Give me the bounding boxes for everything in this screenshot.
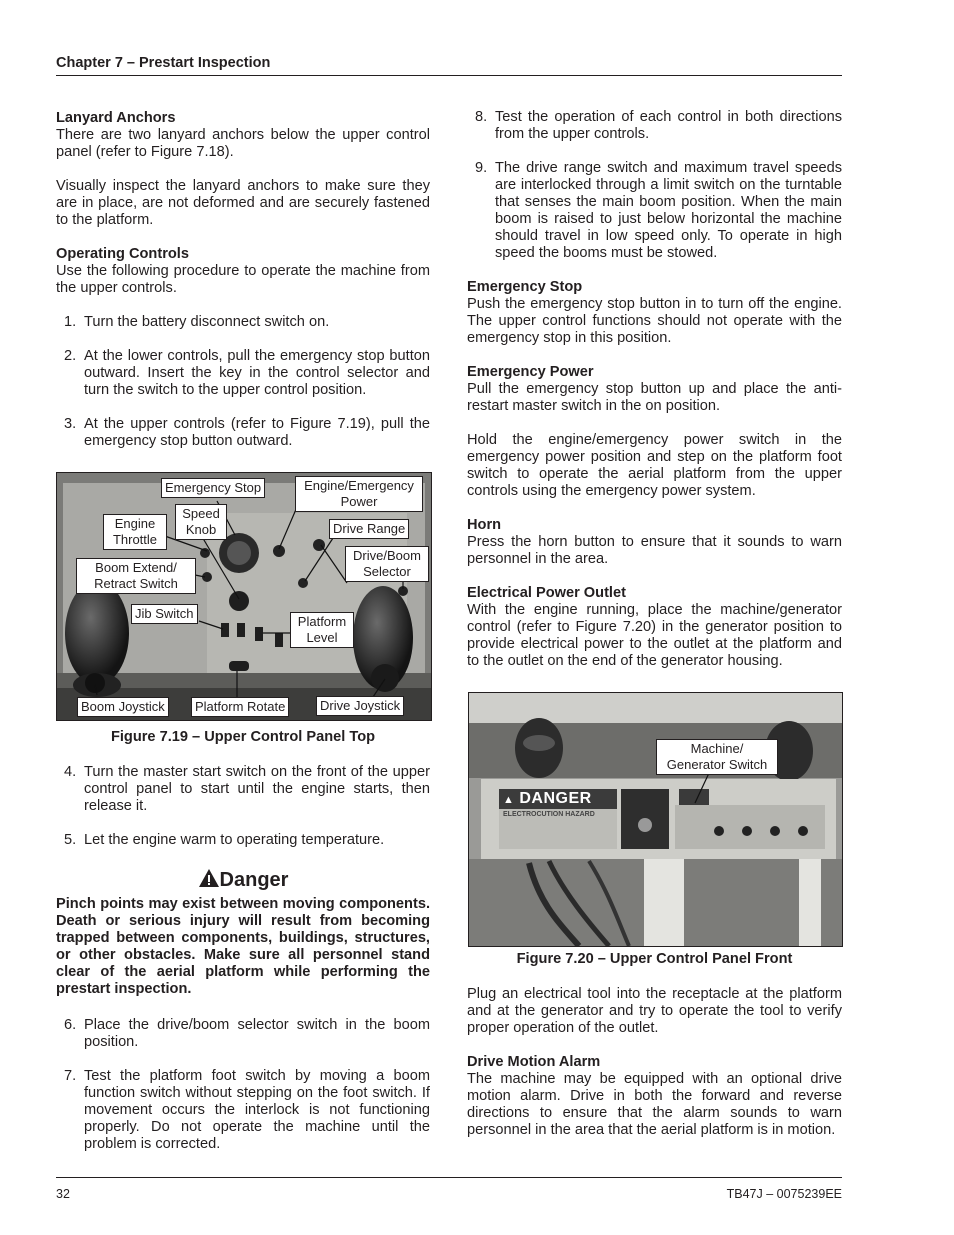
horn-heading: Horn bbox=[467, 517, 502, 533]
figure-7-20-photo bbox=[468, 692, 843, 947]
callout-jib-switch: Jib Switch bbox=[131, 604, 198, 624]
drive-motion-alarm-paragraph: The machine may be equipped with an optional drive motion alarm. Drive in both the forward and reverse directions to ensure that the alarm sounds to warn personnel in the area that the aerial platform is in motion. bbox=[467, 1071, 842, 1138]
chapter-header: Chapter 7 – Prestart Inspection bbox=[56, 55, 271, 71]
figure-7-19-caption: Figure 7.19 – Upper Control Panel Top bbox=[110, 729, 376, 745]
drive-motion-alarm-heading: Drive Motion Alarm bbox=[467, 1054, 601, 1070]
step-9: 9. The drive range switch and maximum travel speeds are interlocked through a limit switch on the turntable that senses the main boom position. When the main boom is raised to just below horizontal the machine should travel in low speed only. To operate in high speed the booms must be stowed. bbox=[475, 160, 842, 261]
right-column-top bbox=[467, 109, 842, 670]
callout-engine-emergency-power: Engine/Emergency Power bbox=[295, 476, 423, 512]
decal-hazard-text: ELECTROCUTION HAZARD bbox=[503, 811, 595, 818]
emergency-stop-heading: Emergency Stop bbox=[467, 279, 583, 295]
operating-controls-paragraph: Use the following procedure to operate the machine from the upper controls. bbox=[56, 263, 430, 296]
danger-heading: Danger bbox=[56, 868, 430, 892]
lanyard-paragraph-2: Visually inspect the lanyard anchors to make sure they are in place, are not deformed and are securely fastened to the platform. bbox=[56, 178, 430, 228]
lanyard-heading: Lanyard Anchors bbox=[56, 110, 176, 126]
left-column-mid bbox=[56, 764, 430, 849]
step-7: 7. Test the platform foot switch by moving a boom function switch without stepping on the foot switch. If movement occurs the interlock is not functioning properly. Do not operate the machine until the problem is corrected. bbox=[64, 1068, 430, 1152]
step-3: 3. At the upper controls (refer to Figure 7.19), pull the emergency stop button outward. bbox=[64, 416, 430, 449]
step-4: 4. Turn the master start switch on the front of the upper control panel to start until the engine starts, then release it. bbox=[64, 764, 430, 814]
decal-danger-text: ▲ DANGER bbox=[503, 790, 592, 807]
step-2: 2. At the lower controls, pull the emergency stop button outward. Insert the key in the control selector and turn the switch to the upper control position. bbox=[64, 348, 430, 398]
page-number: 32 bbox=[56, 1187, 70, 1201]
document-id: TB47J – 0075239EE bbox=[726, 1187, 842, 1201]
emergency-power-paragraph-2: Hold the engine/emergency power switch in the emergency power position and step on the platform foot switch to operate the aerial platform from the upper controls using the emergency power system. bbox=[467, 432, 842, 499]
decal-warning-icon: ▲ bbox=[503, 794, 515, 806]
callout-speed-knob: Speed Knob bbox=[175, 504, 227, 540]
lanyard-paragraph-1: There are two lanyard anchors below the upper control panel (refer to Figure 7.18). bbox=[56, 127, 430, 160]
power-outlet-heading: Electrical Power Outlet bbox=[467, 585, 626, 601]
step-5: 5. Let the engine warm to operating temperature. bbox=[64, 832, 385, 848]
right-column-bottom bbox=[467, 986, 842, 1139]
callout-platform-level: Platform Level bbox=[290, 612, 354, 648]
emergency-power-heading: Emergency Power bbox=[467, 364, 594, 380]
callout-drive-range: Drive Range bbox=[329, 519, 409, 539]
emergency-stop-paragraph: Push the emergency stop button in to turn off the engine. The upper control functions should not operate with the emergency stop in this position. bbox=[467, 296, 842, 346]
callout-boom-joystick: Boom Joystick bbox=[77, 697, 169, 717]
header-rule bbox=[56, 75, 842, 76]
danger-block bbox=[56, 896, 430, 998]
plug-paragraph: Plug an electrical tool into the receptacle at the platform and at the generator and try to operate the tool to verify proper operation of the outlet. bbox=[467, 986, 842, 1036]
control-panel-front-illustration bbox=[469, 693, 842, 946]
callout-boom-extend-retract: Boom Extend/ Retract Switch bbox=[76, 558, 196, 594]
callout-engine-throttle: Engine Throttle bbox=[103, 514, 167, 550]
figure-7-20-caption: Figure 7.20 – Upper Control Panel Front bbox=[516, 951, 793, 967]
horn-paragraph: Press the horn button to ensure that it sounds to warn personnel in the area. bbox=[467, 534, 842, 567]
callout-platform-rotate: Platform Rotate bbox=[191, 697, 289, 717]
footer-rule bbox=[56, 1177, 842, 1178]
callout-drive-joystick: Drive Joystick bbox=[316, 696, 404, 716]
step-8: 8. Test the operation of each control in both directions from the upper controls. bbox=[475, 109, 842, 142]
figure-7-19-photo bbox=[56, 472, 432, 721]
operating-controls-heading: Operating Controls bbox=[56, 246, 189, 262]
danger-text: Pinch points may exist between moving components. Death or serious injury will result from becoming trapped between components, buildings, structures, or other obstacles. Make sure all personnel stand clear of the aerial platform while performing the prestart inspection. bbox=[56, 896, 430, 997]
callout-machine-generator-switch: Machine/ Generator Switch bbox=[656, 739, 778, 775]
callout-emergency-stop: Emergency Stop bbox=[161, 478, 265, 498]
warning-triangle-icon bbox=[198, 868, 220, 888]
power-outlet-paragraph: With the engine running, place the machine/generator control (refer to Figure 7.20) in the generator position to provide electrical power to the outlet at the platform and to the outlet on the end of the generator housing. bbox=[467, 602, 842, 669]
left-column-top bbox=[56, 110, 430, 450]
step-1: 1. Turn the battery disconnect switch on. bbox=[64, 314, 330, 330]
callout-drive-boom-selector: Drive/Boom Selector bbox=[345, 546, 429, 582]
emergency-power-paragraph-1: Pull the emergency stop button up and place the anti-restart master switch in the on position. bbox=[467, 381, 842, 414]
step-6: 6. Place the drive/boom selector switch in the boom position. bbox=[64, 1017, 430, 1050]
left-column-bottom bbox=[56, 1017, 430, 1153]
